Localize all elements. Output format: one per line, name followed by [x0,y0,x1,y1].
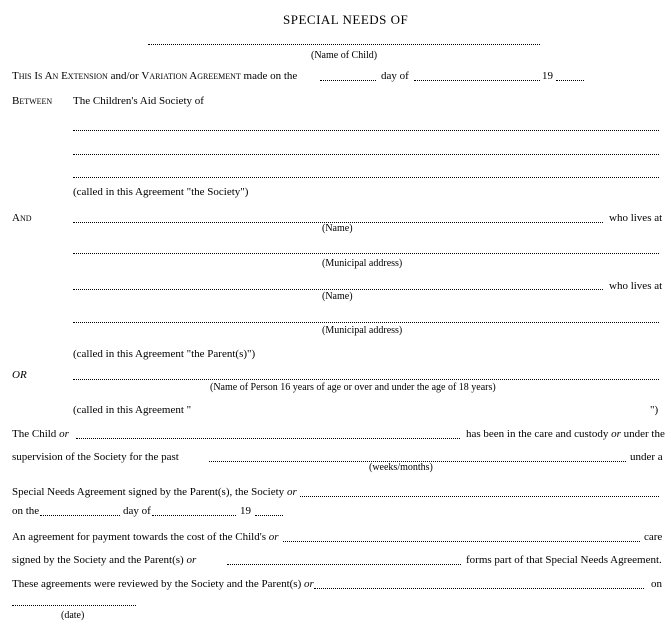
intro-prefix: This Is An Extension [12,70,108,82]
reviewed-line [12,578,314,590]
intro-variation: Variation Agreement [141,70,241,82]
name-caption-2: (Name) [322,291,353,302]
on-the-year-field[interactable] [255,515,283,516]
called-close: ") [650,404,659,416]
payment-or: or [268,531,279,543]
signed-text: signed by the Society and the Parent(s) [12,554,184,566]
review-date-field[interactable] [12,605,136,606]
signed-line [12,554,196,566]
person16-name-field[interactable] [73,379,659,380]
intro-year-field[interactable] [556,80,584,81]
society-field-2[interactable] [73,154,659,155]
intro-year-prefix: 19 [542,70,553,82]
on-the-day-of: day of [123,505,151,517]
society-line: The Children's Aid Society of [73,95,204,107]
parent2-name-field[interactable] [73,289,603,290]
intro-day-of: day of [381,70,409,82]
child-line-prefix [12,428,69,440]
intro-line [12,70,297,82]
on-the-label: on the [12,505,40,517]
payment-suffix: care [644,531,663,543]
parents-called: (called in this Agreement "the Parent(s)") [73,348,256,360]
payment-line [12,531,279,543]
child-suffix-a: has been in the care and custody [466,428,609,440]
municipal-caption-1: (Municipal address) [322,258,403,269]
weeks-months-caption: (weeks/months) [369,462,433,473]
intro-made-on: made on the [243,70,298,82]
called-open: (called in this Agreement " [73,404,192,416]
signed-field[interactable] [227,564,461,565]
child-or: or [59,428,69,440]
child-suffix-b: under the [623,428,665,440]
child-line-suffix [466,428,665,440]
reviewed-suffix: on [651,578,662,590]
sna-or: or [286,486,297,498]
intro-and-or: and/or [110,70,139,82]
supervision-suffix: under a [630,451,663,463]
on-the-month-field[interactable] [152,515,236,516]
child-name-field-2[interactable] [76,438,460,439]
parent2-address-field[interactable] [73,322,659,323]
on-the-day-field[interactable] [40,515,120,516]
child-name-field[interactable] [148,44,540,45]
sna-line [12,486,297,498]
parent1-address-field[interactable] [73,253,659,254]
name-caption-1: (Name) [322,223,353,234]
intro-month-field[interactable] [414,80,540,81]
sna-text: Special Needs Agreement signed by the Parent(s), the Society [12,486,285,498]
person16-caption: (Name of Person 16 years of age or over and under the age of 18 years) [210,382,496,393]
child-prefix: The Child [12,428,57,440]
signed-or: or [186,554,197,566]
society-called: (called in this Agreement "the Society") [73,186,249,198]
child-or-2: or [611,428,621,440]
signed-suffix: forms part of that Special Needs Agreement. [466,554,662,566]
between-label: Between [12,95,53,107]
on-the-year-prefix: 19 [240,505,251,517]
sna-signer-field[interactable] [300,496,659,497]
society-field-1[interactable] [73,130,659,131]
municipal-caption-2: (Municipal address) [322,325,403,336]
date-caption: (date) [61,610,85,621]
reviewed-or: or [304,578,314,590]
intro-day-field[interactable] [320,80,376,81]
reviewed-field[interactable] [314,588,644,589]
who-lives-at-1: who lives at [609,212,663,224]
supervision-text: supervision of the Society for the past [12,451,179,463]
who-lives-at-2: who lives at [609,280,663,292]
or-label: OR [12,369,27,381]
payment-field[interactable] [283,541,640,542]
payment-text: An agreement for payment towards the cost of the Child's [12,531,266,543]
society-field-3[interactable] [73,177,659,178]
name-of-child-caption: (Name of Child) [311,50,378,61]
and-label: And [12,212,32,224]
form-title: SPECIAL NEEDS OF [283,12,409,27]
reviewed-text: These agreements were reviewed by the Society and the Parent(s) [12,578,302,590]
